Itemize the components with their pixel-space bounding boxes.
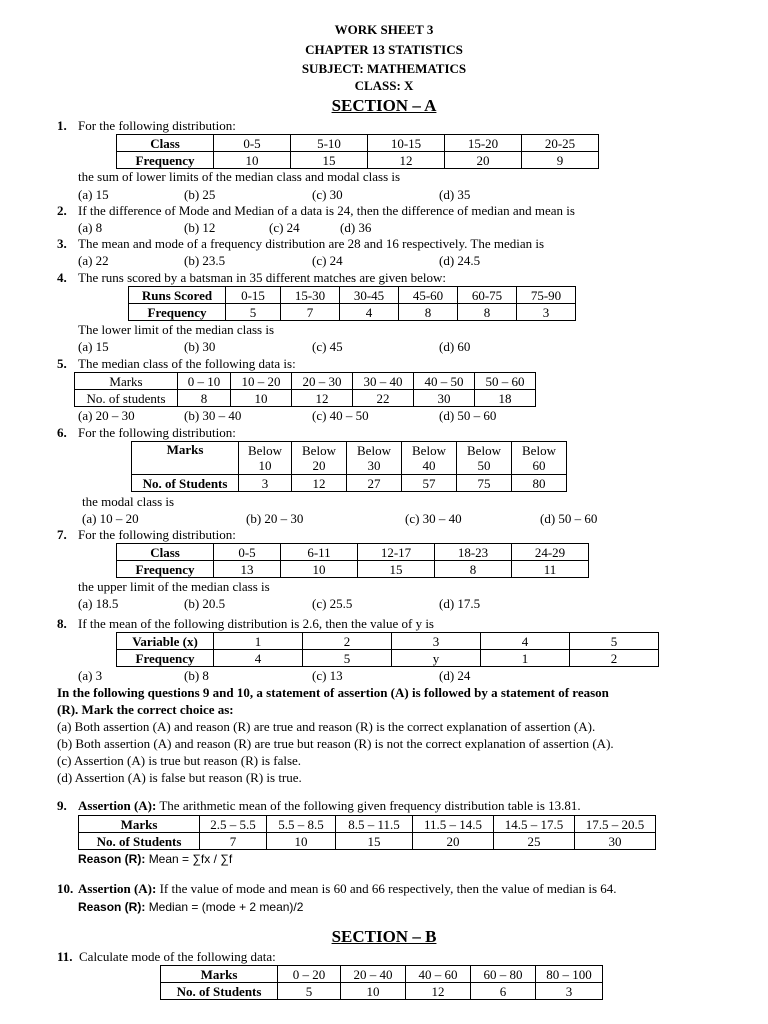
option-c: (c) 24 [269, 220, 300, 235]
table-row [79, 833, 656, 850]
cell-line: 60 [532, 458, 546, 473]
question-number: 9. [57, 798, 67, 813]
question-number: 11. [57, 949, 73, 964]
table-cell: 14.5 – 17.5 [494, 816, 575, 833]
option-a: (a) 8 [78, 220, 103, 235]
reason-line [78, 851, 232, 867]
table-cell: 3 [239, 475, 292, 492]
table-cell: 0 – 20 [278, 966, 341, 983]
question-number: 4. [57, 270, 67, 285]
option-d: (d) 50 – 60 [540, 511, 598, 526]
table-cell: 30 – 40 [353, 373, 414, 390]
table-cell: 15-30 [281, 287, 340, 304]
table-row [75, 373, 536, 390]
table-cell: 30 [575, 833, 656, 850]
table-cell: 2.5 – 5.5 [200, 816, 267, 833]
table-cell: 15 [358, 561, 435, 578]
question-number: 6. [57, 425, 67, 440]
table-cell: No. of Students [132, 475, 239, 492]
table-row [117, 633, 659, 650]
table-row [132, 475, 567, 492]
table-cell: 20 – 40 [341, 966, 406, 983]
table-cell: 8 [399, 304, 458, 321]
table-cell: 60-75 [458, 287, 517, 304]
table-cell: 0-15 [226, 287, 281, 304]
table-cell [239, 442, 292, 475]
option-b: (b) 20 – 30 [246, 511, 304, 526]
table-cell: 22 [353, 390, 414, 407]
table-cell: Frequency [117, 152, 214, 169]
table-cell: 8 [458, 304, 517, 321]
table-cell: 75 [457, 475, 512, 492]
option-b: (b) 23.5 [184, 253, 226, 268]
table-cell: 10-15 [368, 135, 445, 152]
table-cell: 12 [368, 152, 445, 169]
instructions-line-2: (R). Mark the correct choice as: [57, 702, 234, 717]
table-cell: 1 [214, 633, 303, 650]
table-cell: No. of students [75, 390, 178, 407]
table-cell: Variable (x) [117, 633, 214, 650]
cell-line: 20 [312, 458, 326, 473]
table-cell [292, 442, 347, 475]
table-cell: 20 [445, 152, 522, 169]
table-cell: 27 [347, 475, 402, 492]
table-cell: 10 [231, 390, 292, 407]
table-cell: Class [117, 135, 214, 152]
q1-table [116, 134, 599, 169]
assertion-line [78, 881, 617, 897]
table-cell [457, 442, 512, 475]
table-cell: 15 [291, 152, 368, 169]
table-cell: 12 [406, 983, 471, 1000]
table-cell [402, 442, 457, 475]
table-cell: 80 [512, 475, 567, 492]
option-a: (a) 15 [78, 339, 109, 354]
cell-line: 40 [422, 458, 436, 473]
option-a: (a) 3 [78, 668, 103, 683]
option-c: (c) 25.5 [312, 596, 353, 611]
option-b: (b) 30 – 40 [184, 408, 242, 423]
question-followup: the modal class is [82, 494, 175, 509]
table-cell: 2 [303, 633, 392, 650]
option-a: (a) 20 – 30 [78, 408, 135, 423]
table-cell: 7 [200, 833, 267, 850]
table-cell: 4 [340, 304, 399, 321]
table-row [117, 152, 599, 169]
q11-table [160, 965, 603, 1000]
table-cell: 11.5 – 14.5 [413, 816, 494, 833]
table-cell: 5.5 – 8.5 [267, 816, 336, 833]
table-row [161, 983, 603, 1000]
table-cell: 3 [517, 304, 576, 321]
table-row [79, 816, 656, 833]
table-cell: 2 [570, 650, 659, 667]
table-row [161, 966, 603, 983]
question-text: The mean and mode of a frequency distribution are 28 and 16 respectively. The median is [78, 236, 545, 251]
table-cell: 8 [178, 390, 231, 407]
table-cell: 18 [475, 390, 536, 407]
question-text: If the difference of Mode and Median of a data is 24, then the difference of median and mean is [78, 203, 575, 218]
option-d: (d) 50 – 60 [439, 408, 497, 423]
table-cell: y [392, 650, 481, 667]
table-cell: 5 [226, 304, 281, 321]
reason-text: Median = (mode + 2 mean)/2 [148, 900, 304, 914]
table-cell: 10 – 20 [231, 373, 292, 390]
table-cell: 0-5 [214, 135, 291, 152]
question-number: 1. [57, 118, 67, 133]
table-cell: 30 [414, 390, 475, 407]
table-cell: 8 [435, 561, 512, 578]
table-cell: 20 [413, 833, 494, 850]
table-cell: Runs Scored [129, 287, 226, 304]
option-b: (b) 8 [184, 668, 209, 683]
table-cell: 15-20 [445, 135, 522, 152]
reason-line [78, 899, 303, 915]
option-a: (a) 22 [78, 253, 109, 268]
option-a: (a) 18.5 [78, 596, 119, 611]
q7-table [116, 543, 589, 578]
cell-line: Below [248, 443, 282, 458]
table-cell: 17.5 – 20.5 [575, 816, 656, 833]
table-cell: Marks [79, 816, 200, 833]
question-text: If the mean of the following distribution is 2.6, then the value of y is [78, 616, 434, 631]
section-a-heading: SECTION – A [331, 96, 437, 115]
table-cell: Frequency [117, 650, 214, 667]
table-cell: 57 [402, 475, 457, 492]
table-cell: 3 [392, 633, 481, 650]
question-followup: The lower limit of the median class is [78, 322, 275, 337]
table-cell: Frequency [117, 561, 214, 578]
table-cell: 5 [303, 650, 392, 667]
table-row [75, 390, 536, 407]
option-d: (d) 24 [439, 668, 471, 683]
subject-title: SUBJECT: MATHEMATICS [301, 61, 467, 76]
table-cell: 50 – 60 [475, 373, 536, 390]
question-followup: the upper limit of the median class is [78, 579, 270, 594]
table-cell: 5-10 [291, 135, 368, 152]
table-cell: 13 [214, 561, 281, 578]
table-cell: 30-45 [340, 287, 399, 304]
table-cell [512, 442, 567, 475]
table-cell: 1 [481, 650, 570, 667]
table-cell: 4 [214, 650, 303, 667]
question-text: The runs scored by a batsman in 35 different matches are given below: [78, 270, 446, 285]
cell-line: Below [302, 443, 336, 458]
table-cell: 10 [267, 833, 336, 850]
question-text: Calculate mode of the following data: [79, 949, 276, 964]
table-cell: 10 [341, 983, 406, 1000]
cell-line: Below [357, 443, 391, 458]
option-b: (b) 12 [184, 220, 216, 235]
question-text: For the following distribution: [78, 527, 236, 542]
table-cell: Marks [75, 373, 178, 390]
table-cell: 12 [292, 390, 353, 407]
option-d: (d) 17.5 [439, 596, 481, 611]
table-cell: 9 [522, 152, 599, 169]
question-text: For the following distribution: [78, 118, 236, 133]
table-cell: No. of Students [161, 983, 278, 1000]
cell-line: 50 [477, 458, 491, 473]
table-row [117, 135, 599, 152]
table-cell: 8.5 – 11.5 [336, 816, 413, 833]
table-cell: 40 – 50 [414, 373, 475, 390]
question-number: 8. [57, 616, 67, 631]
q5-table [74, 372, 536, 407]
table-cell: 5 [570, 633, 659, 650]
table-cell: 40 – 60 [406, 966, 471, 983]
table-cell: 25 [494, 833, 575, 850]
table-row [117, 650, 659, 667]
option-d: (d) 60 [439, 339, 471, 354]
table-cell: 10 [214, 152, 291, 169]
reason-text: Mean = ∑fx / ∑f [148, 852, 233, 866]
table-row [117, 561, 589, 578]
table-cell: 45-60 [399, 287, 458, 304]
reason-label: Reason (R): [78, 852, 146, 866]
question-text: The median class of the following data is: [78, 356, 296, 371]
worksheet-title: WORK SHEET 3 [334, 22, 434, 37]
option-a: (a) 15 [78, 187, 109, 202]
question-number: 7. [57, 527, 67, 542]
table-cell: 0 – 10 [178, 373, 231, 390]
assertion-label: Assertion (A): [78, 798, 157, 813]
table-cell [347, 442, 402, 475]
assertion-label: Assertion (A): [78, 881, 157, 896]
table-cell: 12 [292, 475, 347, 492]
table-cell: Marks [132, 442, 239, 475]
option-c: (c) 30 – 40 [405, 511, 462, 526]
option-b: (b) 25 [184, 187, 216, 202]
table-row [117, 544, 589, 561]
table-cell: 15 [336, 833, 413, 850]
question-number: 3. [57, 236, 67, 251]
question-followup: the sum of lower limits of the median class and modal class is [78, 169, 401, 184]
table-cell: 6 [471, 983, 536, 1000]
table-cell: Class [117, 544, 214, 561]
table-cell: 6-11 [281, 544, 358, 561]
table-cell: 12-17 [358, 544, 435, 561]
table-cell: 0-5 [214, 544, 281, 561]
cell-line: Below [412, 443, 446, 458]
table-cell: 20-25 [522, 135, 599, 152]
table-row [129, 304, 576, 321]
q4-table [128, 286, 576, 321]
table-cell: 11 [512, 561, 589, 578]
table-cell: No. of Students [79, 833, 200, 850]
option-c: (c) 45 [312, 339, 343, 354]
option-b: (b) 30 [184, 339, 216, 354]
cell-line: 10 [258, 458, 272, 473]
q9-table [78, 815, 656, 850]
reason-label: Reason (R): [78, 900, 146, 914]
question-text: For the following distribution: [78, 425, 236, 440]
class-title: CLASS: X [354, 78, 414, 93]
option-b: (b) 20.5 [184, 596, 226, 611]
choice-d: (d) Assertion (A) is false but reason (R) is true. [57, 770, 302, 785]
choice-a: (a) Both assertion (A) and reason (R) are true and reason (R) is the correct explanation of assertion (A). [57, 719, 596, 734]
question-number: 10. [57, 881, 74, 896]
table-cell: 20 – 30 [292, 373, 353, 390]
table-cell: 5 [278, 983, 341, 1000]
cell-line: Below [522, 443, 556, 458]
choice-b: (b) Both assertion (A) and reason (R) are true but reason (R) is not the correct explanation of assertion (A). [57, 736, 614, 751]
option-c: (c) 40 – 50 [312, 408, 369, 423]
option-d: (d) 24.5 [439, 253, 481, 268]
table-cell: Frequency [129, 304, 226, 321]
table-cell: Marks [161, 966, 278, 983]
cell-line: 30 [367, 458, 381, 473]
table-cell: 3 [536, 983, 603, 1000]
assertion-text: If the value of mode and mean is 60 and 66 respectively, then the value of median is 64. [159, 881, 617, 896]
option-c: (c) 24 [312, 253, 343, 268]
option-c: (c) 30 [312, 187, 343, 202]
table-cell: 7 [281, 304, 340, 321]
chapter-title: CHAPTER 13 STATISTICS [305, 42, 463, 57]
instructions-line-1: In the following questions 9 and 10, a statement of assertion (A) is followed by a statement of reason [57, 685, 609, 700]
table-cell: 18-23 [435, 544, 512, 561]
table-cell: 75-90 [517, 287, 576, 304]
table-cell: 10 [281, 561, 358, 578]
option-a: (a) 10 – 20 [82, 511, 139, 526]
q6-table [131, 441, 567, 492]
table-cell: 4 [481, 633, 570, 650]
table-cell: 80 – 100 [536, 966, 603, 983]
table-cell: 60 – 80 [471, 966, 536, 983]
table-row [132, 442, 567, 475]
assertion-text: The arithmetic mean of the following given frequency distribution table is 13.81. [159, 798, 581, 813]
question-number: 2. [57, 203, 67, 218]
option-d: (d) 35 [439, 187, 471, 202]
table-cell: 24-29 [512, 544, 589, 561]
option-d: (d) 36 [340, 220, 372, 235]
cell-line: Below [467, 443, 501, 458]
assertion-line [78, 798, 581, 814]
choice-c: (c) Assertion (A) is true but reason (R) is false. [57, 753, 302, 768]
q8-table [116, 632, 659, 667]
table-row [129, 287, 576, 304]
section-b-heading: SECTION – B [331, 927, 437, 946]
option-c: (c) 13 [312, 668, 343, 683]
question-number: 5. [57, 356, 67, 371]
